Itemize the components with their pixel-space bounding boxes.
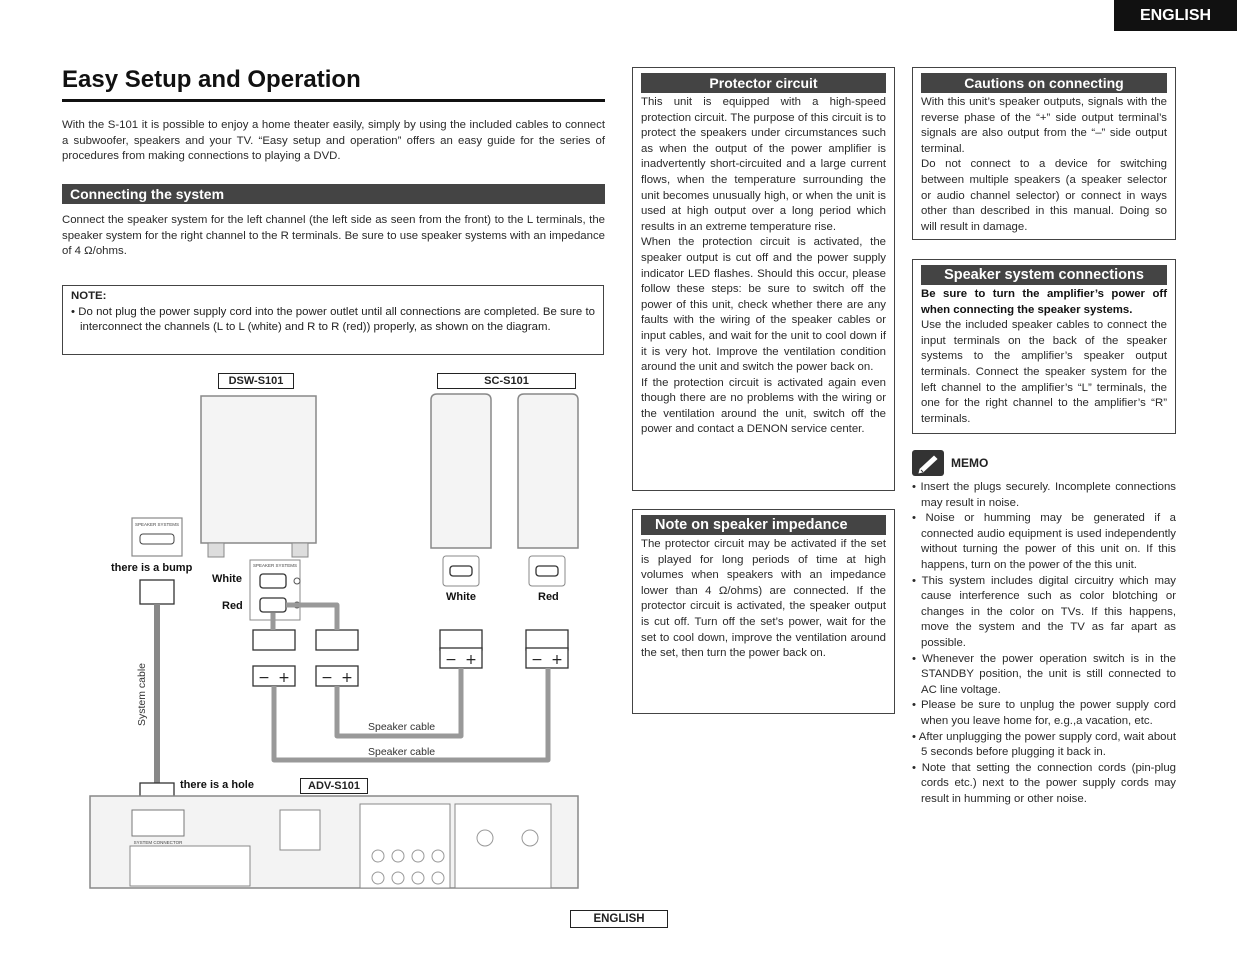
speaker-connections-body <box>921 287 1167 427</box>
plug-housing <box>526 630 568 650</box>
cautions-box <box>912 67 1176 240</box>
system-connector-icon-label: SPEAKER SYSTEMS <box>134 522 180 527</box>
memo-item: • Whenever the power operation switch is in the STANDBY position, the unit is still connected to AC line voltage. <box>912 652 1177 696</box>
protector-heading: Protector circuit <box>641 73 886 93</box>
footer-language-label: ENGLISH <box>570 910 668 928</box>
impedance-text: The protector circuit may be activated if the set is played for long periods of time at high volumes when speakers with an impedance lower than 4 Ω/ohms) are connected. If the protector circuit is activated, the speaker output is cut off. Turn off the set’s power, wait for the set to cool down, improve the ventilation around the set, then turn the power back on. <box>641 538 886 660</box>
hole-label: there is a hole <box>180 779 254 791</box>
svg-text:+: + <box>465 652 477 668</box>
protector-paragraph: When the protection circuit is activated, the speaker output is cut off and the power supply indicator LED flashes. Should this occur, please follow these steps: be sure to switch off the power of this unit, check whether there are any faults with the wiring of the speaker cables or input cables, and wait for the unit to cool down if it is very hot. Improve the ventilation condition around the unit and switch the power back on. <box>641 236 886 374</box>
speaker-connections-heading: Speaker system connections <box>921 265 1167 285</box>
bump-label: there is a bump <box>111 562 193 574</box>
protector-paragraph: This unit is equipped with a high-speed protection circuit. The purpose of this circuit is to protect the speakers under circumstances such as when the output of the power amplifier is inadvertently short-circuited and a large current flows, when the temperature surrounding the unit becomes unusually high, or when the unit is used at high output over a long period which results in an extreme temperature rise. <box>641 96 886 233</box>
sub-terminal-panel-label: SPEAKER SYSTEMS <box>252 563 298 568</box>
pencil-icon <box>912 450 944 476</box>
speaker-cable-label: Speaker cable <box>368 721 436 733</box>
receiver-connector-label: SYSTEM CONNECTOR <box>133 840 183 845</box>
plug-housing <box>253 630 295 650</box>
speaker-connections-box <box>912 259 1176 434</box>
right-speaker-socket <box>536 566 558 576</box>
svg-text:+: + <box>551 652 563 668</box>
memo-item: • After unplugging the power supply cord, wait about 5 seconds before plugging it back in. <box>912 730 1176 759</box>
system-cable-label: System cable <box>136 662 148 726</box>
note-item-text: Do not plug the power supply cord into the power outlet until all connections are completed. Be sure to interconnect the channels (L to L (white) and R to R (red)) properly, as shown on the diagram. <box>78 305 596 334</box>
memo-item: • Note that setting the connection cords (pin-plug cords etc.) next to the power supply cords may result in humming or other noise. <box>912 761 1176 805</box>
page-title: Easy Setup and Operation <box>62 66 361 93</box>
receiver-system-connector <box>132 810 184 836</box>
svg-text:+: + <box>278 670 290 686</box>
system-connector-port <box>140 534 174 544</box>
left-speaker-socket <box>450 566 472 576</box>
receiver-panel <box>130 846 250 886</box>
memo-item: • Insert the plugs securely. Incomplete connections may result in noise. <box>912 481 1176 509</box>
note-item: • Do not plug the power supply cord into the power outlet until all connections are completed. Be sure to interconnect the channels (L to L (white) and R to R (red)) properly, as shown on the diagram. <box>71 305 596 334</box>
speaker-connections-warning: Be sure to turn the amplifier’s power off when connecting the speaker systems. <box>921 288 1167 316</box>
sub-white-terminal <box>260 574 286 588</box>
impedance-heading: Note on speaker impedance <box>641 515 886 535</box>
receiver-panel <box>280 810 320 850</box>
speaker-cable-label: Speaker cable <box>368 746 436 758</box>
note-box <box>62 285 604 355</box>
memo-item: • Please be sure to unplug the power supply cord when you leave home for, e.g.,a vacation, etc. <box>912 699 1177 727</box>
title-rule <box>62 99 605 102</box>
subwoofer-foot <box>208 543 224 557</box>
svg-text:−: − <box>445 652 457 668</box>
svg-text:+: + <box>341 670 353 686</box>
memo-title: MEMO <box>951 456 989 470</box>
sub-red-label: Red <box>222 600 243 612</box>
language-tab: ENGLISH <box>1114 0 1237 31</box>
receiver-label: ADV-S101 <box>300 778 368 794</box>
note-title: NOTE: <box>71 290 107 302</box>
speaker-connections-text: Use the included speaker cables to connect the input terminals on the back of the speaker systems to the amplifier’s speaker output terminals. Connect the speaker system for the left channel to the amplifier’s “L” terminals, the one for the right channel to the amplifier’s “R” terminals. <box>921 319 1167 425</box>
sub-white-label: White <box>212 573 242 585</box>
protector-body <box>641 95 886 438</box>
subwoofer-label: DSW-S101 <box>218 373 294 389</box>
subwoofer-body <box>201 396 316 543</box>
speakers-label: SC-S101 <box>437 373 576 389</box>
left-speaker-body <box>431 394 491 548</box>
system-cable-plug-top <box>140 580 174 604</box>
plug-housing <box>440 630 482 650</box>
svg-text:−: − <box>321 670 333 686</box>
cautions-heading: Cautions on connecting <box>921 73 1167 93</box>
subwoofer-foot <box>292 543 308 557</box>
svg-text:−: − <box>258 670 270 686</box>
cautions-body <box>921 95 1167 235</box>
memo-item: • This system includes digital circuitry which may cause interference such as color blotching or changes in the color on TVs. If this happens, move the system and the TV as far apart as possible. <box>912 574 1176 649</box>
impedance-box <box>632 509 895 714</box>
connecting-text: Connect the speaker system for the left channel (the left side as seen from the front) to the L terminals, the speaker system for the right channel to the R terminals. Be sure to use speaker systems with an impedance of 4 Ω/ohms. <box>62 214 605 258</box>
sub-red-terminal <box>260 598 286 612</box>
cautions-paragraph: Do not connect to a device for switching between multiple speakers (a speaker selector or audio channel selector) or connect in ways other than described in this manual. Doing so will result in damage. <box>921 158 1167 233</box>
memo-item: • Noise or humming may be generated if a connected audio equipment is used independently without turning the power of this unit on. If this happens, turn on the power of the this unit. <box>912 512 1176 571</box>
connecting-heading: Connecting the system <box>62 184 605 204</box>
protector-box <box>632 67 895 491</box>
protector-paragraph: If the protection circuit is activated again even though there are no problems with the wiring or the ventilation around the unit, switch off the power and contact a DENON service center. <box>641 376 886 436</box>
speaker-white-label: White <box>446 591 476 603</box>
svg-text:−: − <box>531 652 543 668</box>
memo-list <box>912 480 1176 807</box>
intro-paragraph: With the S-101 it is possible to enjoy a home theater easily, simply by using the included cables to connect a subwoofer, speakers and your TV. “Easy setup and operation” offers an easy guide for the series of procedures from making connections to playing a DVD. <box>62 119 605 163</box>
receiver-panel <box>360 804 450 888</box>
plug-housing <box>316 630 358 650</box>
speaker-red-label: Red <box>538 591 559 603</box>
receiver-panel <box>455 804 551 888</box>
connection-diagram <box>60 368 600 908</box>
right-speaker-body <box>518 394 578 548</box>
cautions-paragraph: With this unit’s speaker outputs, signals with the reverse phase of the “+” side output terminal’s signals are also output from the “–” side output terminal. <box>921 96 1167 155</box>
